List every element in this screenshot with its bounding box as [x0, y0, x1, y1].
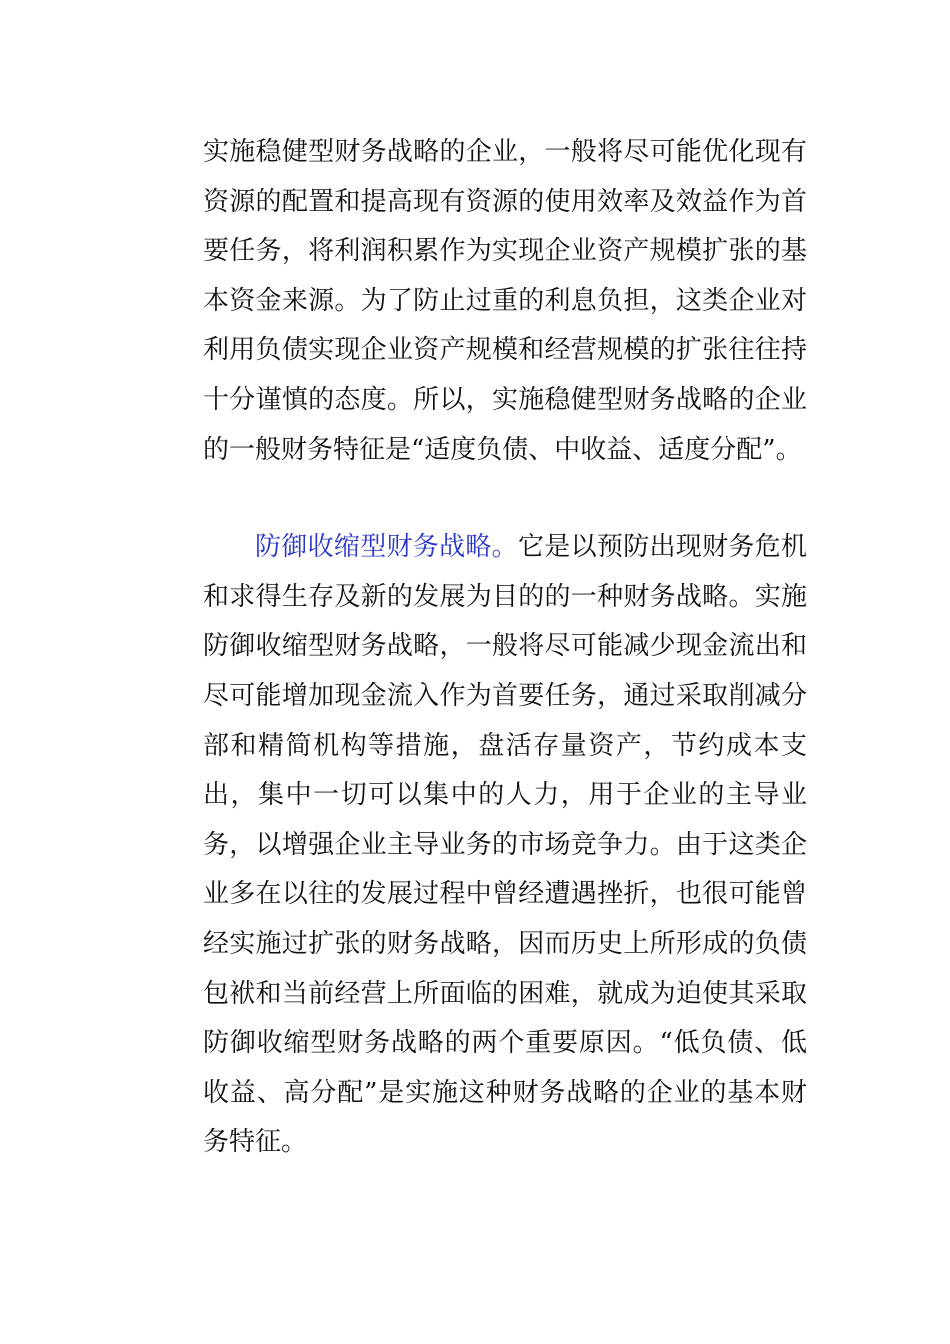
paragraph-text: 实施稳健型财务战略的企业，一般将尽可能优化现有资源的配置和提高现有资源的使用效率及效益作为首要任务，将利润积累作为实现企业资产规模扩张的基本资金来源。为了防止过重的利息负担，这类企业对利用负债实现企业资产规模和经营规模的扩张往往持十分谨慎的态度。所以，实施稳健型财务战略的企业的一般财务特征是“适度负债、中收益、适度分配”。 [203, 137, 807, 465]
document-page [203, 128, 807, 1168]
paragraph-defensive-strategy [203, 523, 807, 1168]
paragraph-stable-strategy [203, 128, 807, 475]
section-heading-defensive-strategy: 防御收缩型财务战略。 [255, 532, 518, 563]
paragraph-text: 它是以预防出现财务危机和求得生存及新的发展为目的的一种财务战略。实施防御收缩型财务战略，一般将尽可能减少现金流出和尽可能增加现金流入作为首要任务，通过采取削减分部和精简机构等措施，盘活存量资产，节约成本支出，集中一切可以集中的人力，用于企业的主导业务，以增强企业主导业务的市场竞争力。由于这类企业多在以往的发展过程中曾经遭遇挫折，也很可能曾经实施过扩张的财务战略，因而历史上所形成的负债包袱和当前经营上所面临的困难，就成为迫使其采取防御收缩型财务战略的两个重要原因。“低负债、低收益、高分配”是实施这种财务战略的企业的基本财务特征。 [203, 532, 807, 1158]
